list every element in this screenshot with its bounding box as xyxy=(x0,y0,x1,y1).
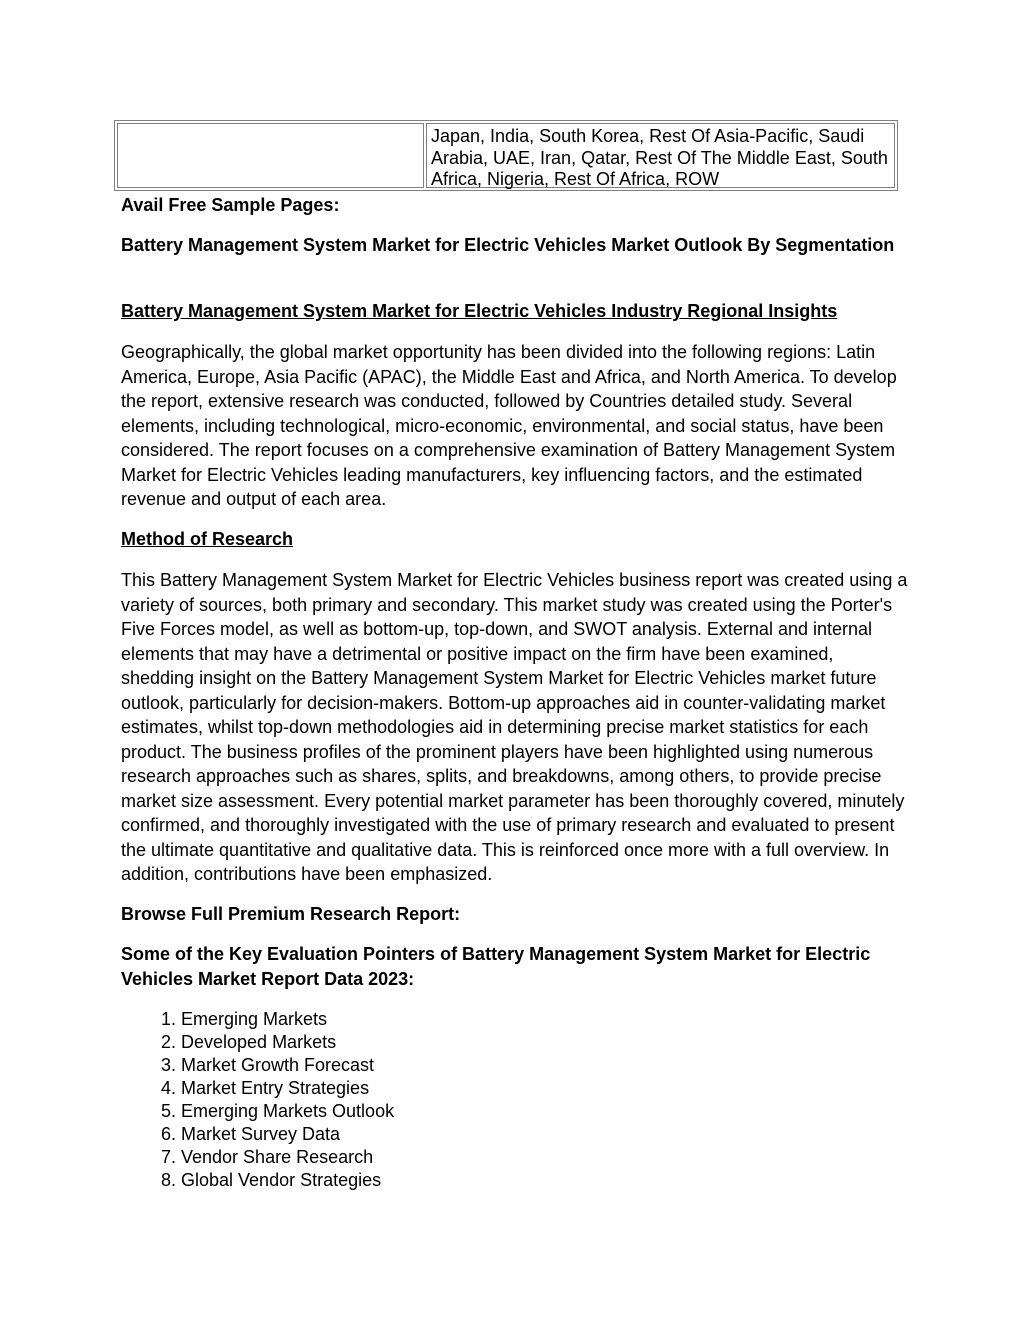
list-item: 1. Emerging Markets xyxy=(181,1008,394,1031)
list-item: 5. Emerging Markets Outlook xyxy=(181,1100,394,1123)
regions-table-empty-cell xyxy=(117,123,424,188)
list-item: 8. Global Vendor Strategies xyxy=(181,1169,394,1192)
regions-table-countries-cell: Japan, India, South Korea, Rest Of Asia-Pacific, Saudi Arabia, UAE, Iran, Qatar, Rest Of The Middle East, South Africa, Nigeria, Rest Of Africa, ROW xyxy=(426,123,895,188)
list-item: 3. Market Growth Forecast xyxy=(181,1054,394,1077)
evaluation-pointers-heading: Some of the Key Evaluation Pointers of Battery Management System Market for Electric Vehicles Market Report Data 2023: xyxy=(121,944,871,989)
method-paragraph: This Battery Management System Market for Electric Vehicles business report was created using a variety of sources, both primary and secondary. This market study was created using the Porter's Five Forces model, as well as bottom-up, top-down, and SWOT analysis. External and internal elements that may have a detrimental or positive impact on the firm have been examined, shedding insight on the Battery Management System Market for Electric Vehicles market future outlook, particularly for decision-makers. Bottom-up approaches aid in counter-validating market estimates, whilst top-down methodologies aid in determining precise market statistics for each product. The business profiles of the prominent players have been highlighted using numerous research approaches such as shares, splits, and breakdowns, among others, to provide precise market size assessment. Every potential market parameter has been thoroughly covered, minutely confirmed, and thoroughly investigated with the use of primary research and evaluated to present the ultimate quantitative and qualitative data. This is reinforced once more with a full overview. In addition, contributions have been emphasized. xyxy=(121,570,908,884)
list-item: 7. Vendor Share Research xyxy=(181,1146,394,1169)
regional-paragraph: Geographically, the global market opportunity has been divided into the following regions: Latin America, Europe, Asia Pacific (APAC), the Middle East and Africa, and North America. To develop the report, extensive research was conducted, followed by Countries detailed study. Several elements, including technological, micro-economic, environmental, and social status, have been considered. The report focuses on a comprehensive examination of Battery Management System Market for Electric Vehicles leading manufacturers, key influencing factors, and the estimated revenue and output of each area. xyxy=(121,342,897,509)
regions-table xyxy=(114,120,898,191)
regional-insights-heading[interactable]: Battery Management System Market for Electric Vehicles Industry Regional Insights xyxy=(121,301,838,321)
outlook-heading: Battery Management System Market for Electric Vehicles Market Outlook By Segmentation xyxy=(121,235,895,255)
method-of-research-heading[interactable]: Method of Research xyxy=(121,529,294,549)
browse-report-label: Browse Full Premium Research Report: xyxy=(121,904,461,924)
evaluation-pointers-list xyxy=(121,1008,394,1192)
sample-pages-label: Avail Free Sample Pages: xyxy=(121,195,340,215)
list-item: 2. Developed Markets xyxy=(181,1031,394,1054)
list-item: 6. Market Survey Data xyxy=(181,1123,394,1146)
list-item: 4. Market Entry Strategies xyxy=(181,1077,394,1100)
